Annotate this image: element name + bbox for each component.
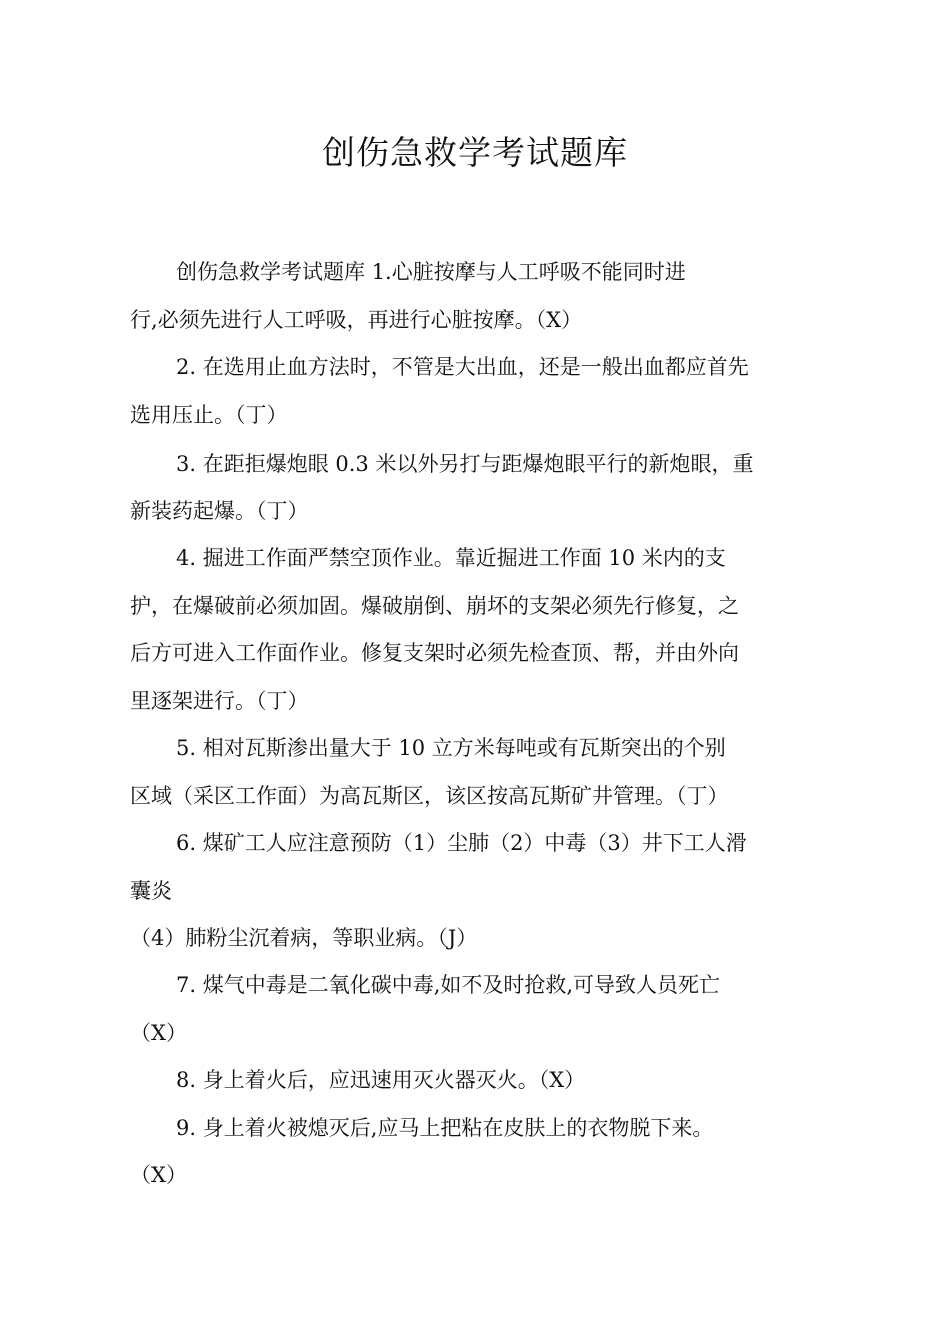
paragraph-line: 区域（采区工作面）为高瓦斯区，该区按高瓦斯矿井管理。（丁） bbox=[130, 784, 729, 808]
paragraph-line: 选用压止。（丁） bbox=[130, 403, 288, 427]
paragraph-line: 5. 相对瓦斯渗出量大于 10 立方米每吨或有瓦斯突出的个别 bbox=[176, 736, 726, 760]
paragraph-line: 创伤急救学考试题库 1.心脏按摩与人工呼吸不能同时进 bbox=[176, 260, 686, 284]
paragraph-line: 2. 在选用止血方法时，不管是大出血，还是一般出血都应首先 bbox=[176, 355, 749, 379]
paragraph-line: 新装药起爆。（丁） bbox=[130, 499, 309, 523]
paragraph-line: 3. 在距拒爆炮眼 0.3 米以外另打与距爆炮眼平行的新炮眼，重 bbox=[176, 452, 754, 476]
paragraph-line: 后方可进入工作面作业。修复支架时必须先检查顶、帮，并由外向 bbox=[130, 641, 739, 665]
paragraph-line: （X） bbox=[130, 1163, 187, 1187]
paragraph-line: 8. 身上着火后，应迅速用灭火器灭火。（X） bbox=[176, 1068, 586, 1092]
paragraph-line: 7. 煤气中毒是二氧化碳中毒,如不及时抢救,可导致人员死亡 bbox=[176, 973, 721, 997]
paragraph-line: 里逐架进行。（丁） bbox=[130, 689, 309, 713]
paragraph-line: 囊炎 bbox=[130, 879, 172, 903]
document-title: 创伤急救学考试题库 bbox=[322, 133, 628, 172]
paragraph-line: 行,必须先进行人工呼吸，再进行心脏按摩。（X） bbox=[130, 308, 583, 332]
paragraph-line: （X） bbox=[130, 1021, 187, 1045]
paragraph-line: 4. 掘进工作面严禁空顶作业。靠近掘进工作面 10 米内的支 bbox=[176, 546, 726, 570]
paragraph-line: 6. 煤矿工人应注意预防（1）尘肺（2）中毒（3）井下工人滑 bbox=[176, 831, 747, 855]
paragraph-line: 9. 身上着火被熄灭后,应马上把粘在皮肤上的衣物脱下来。 bbox=[176, 1116, 714, 1140]
paragraph-line: （4）肺粉尘沉着病，等职业病。（J） bbox=[130, 926, 478, 950]
paragraph-line: 护，在爆破前必须加固。爆破崩倒、崩坏的支架必须先行修复，之 bbox=[130, 594, 739, 618]
